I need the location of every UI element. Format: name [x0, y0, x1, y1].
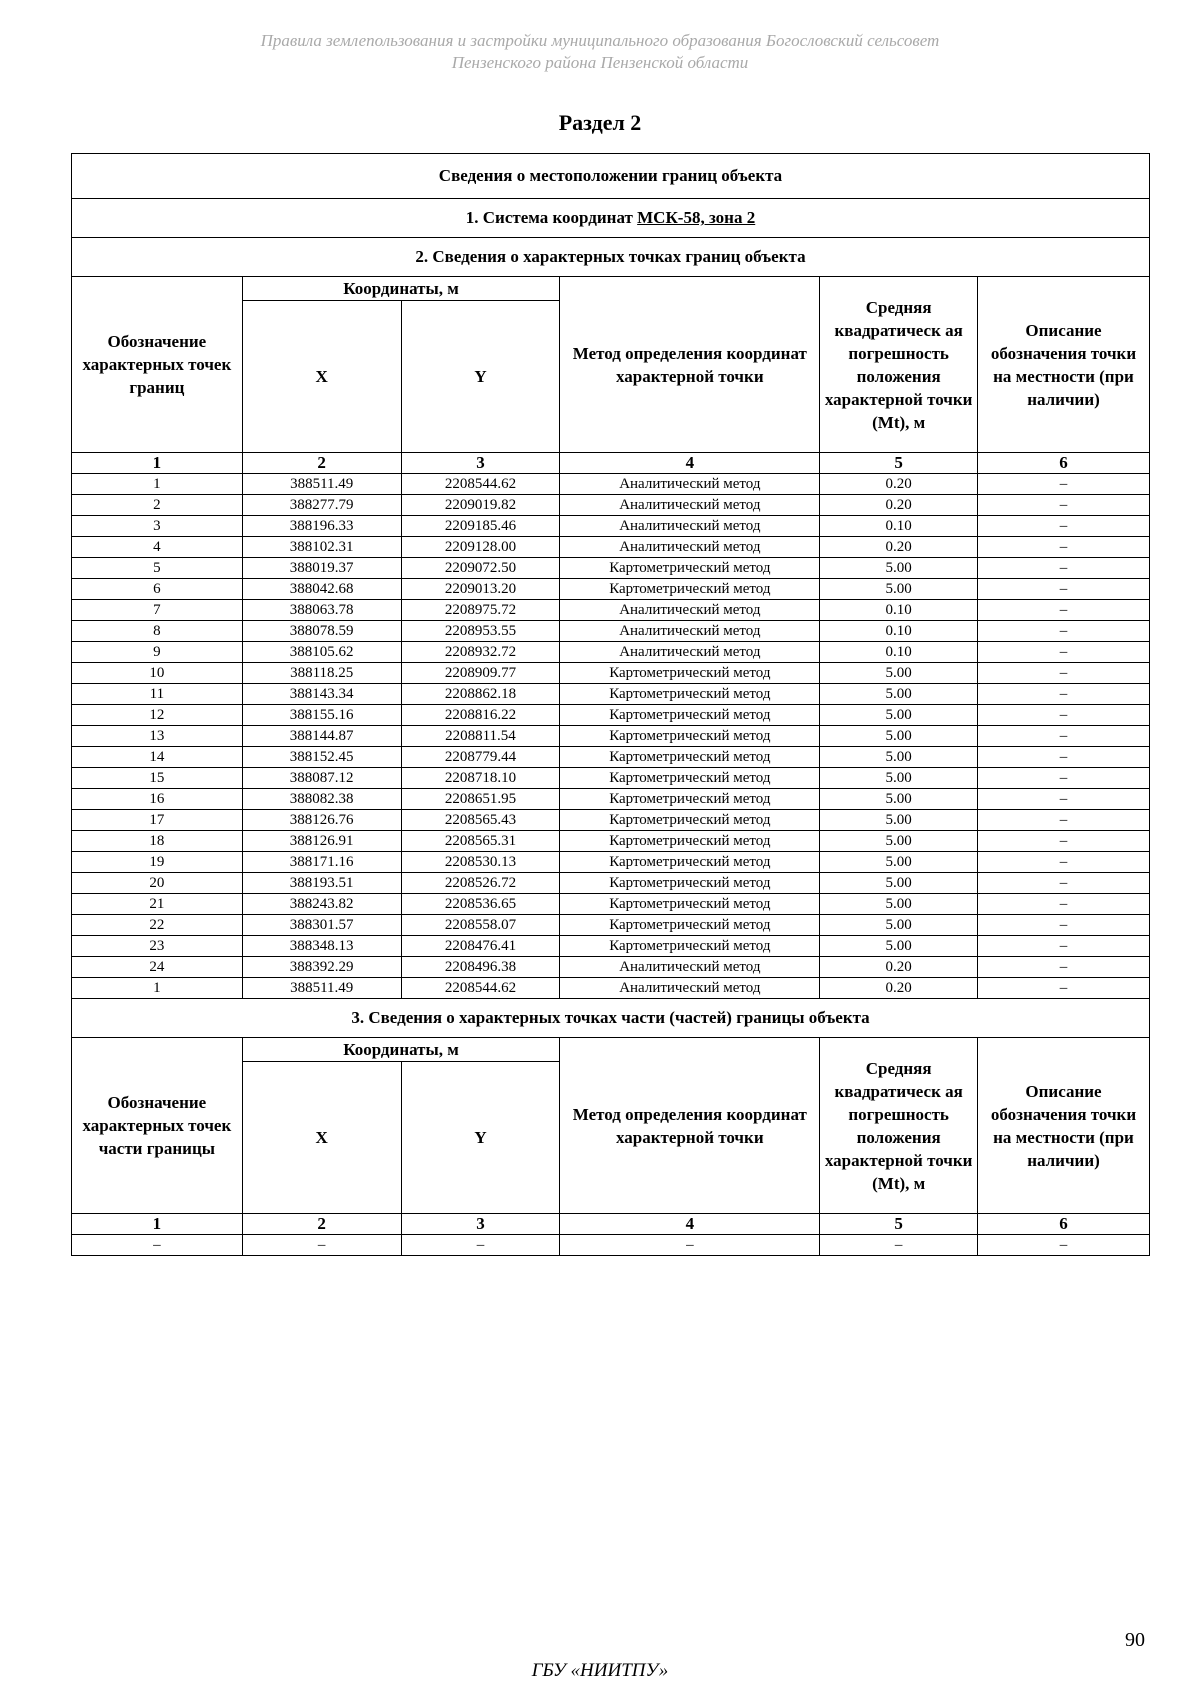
- accuracy-cell: 5.00: [820, 726, 978, 747]
- method-cell: –: [560, 1235, 820, 1256]
- table-title: Сведения о местоположении границ объекта: [72, 154, 1150, 199]
- method-cell: Аналитический метод: [560, 621, 820, 642]
- y-coord-cell: 2208932.72: [401, 642, 560, 663]
- table-row: [72, 705, 1150, 726]
- method-cell: Картометрический метод: [560, 852, 820, 873]
- boundary-table-body: [72, 154, 1150, 1256]
- method-cell: Картометрический метод: [560, 768, 820, 789]
- column-number: 6: [978, 453, 1150, 474]
- point-id-cell: 13: [72, 726, 243, 747]
- column-number: 3: [401, 1214, 560, 1235]
- description-cell: –: [978, 957, 1150, 978]
- accuracy-cell: 0.10: [820, 516, 978, 537]
- y-coord-cell: 2209019.82: [401, 495, 560, 516]
- table-row: [72, 600, 1150, 621]
- description-cell: –: [978, 747, 1150, 768]
- table-row: [72, 684, 1150, 705]
- x-coord-cell: 388019.37: [242, 558, 401, 579]
- method-cell: Картометрический метод: [560, 789, 820, 810]
- table-row: [72, 936, 1150, 957]
- part3-header-y: Y: [401, 1062, 560, 1214]
- x-coord-cell: 388511.49: [242, 474, 401, 495]
- method-cell: Картометрический метод: [560, 873, 820, 894]
- x-coord-cell: 388143.34: [242, 684, 401, 705]
- coord-system-row: [72, 199, 1150, 238]
- y-coord-cell: 2208651.95: [401, 789, 560, 810]
- y-coord-cell: 2209013.20: [401, 579, 560, 600]
- column-number: 2: [242, 1214, 401, 1235]
- y-coord-cell: 2208811.54: [401, 726, 560, 747]
- x-coord-cell: 388105.62: [242, 642, 401, 663]
- point-id-cell: –: [72, 1235, 243, 1256]
- description-cell: –: [978, 537, 1150, 558]
- y-coord-cell: 2208536.65: [401, 894, 560, 915]
- table-row: [72, 747, 1150, 768]
- x-coord-cell: 388196.33: [242, 516, 401, 537]
- description-cell: –: [978, 1235, 1150, 1256]
- point-id-cell: 16: [72, 789, 243, 810]
- y-coord-cell: 2209072.50: [401, 558, 560, 579]
- method-cell: Картометрический метод: [560, 726, 820, 747]
- column-number: 5: [820, 453, 978, 474]
- x-coord-cell: 388152.45: [242, 747, 401, 768]
- part3-header-description: Описание обозначения точки на местности (при наличии): [978, 1038, 1150, 1214]
- y-coord-cell: –: [401, 1235, 560, 1256]
- method-cell: Картометрический метод: [560, 579, 820, 600]
- column-number: 5: [820, 1214, 978, 1235]
- header-description: Описание обозначения точки на местности (при наличии): [978, 277, 1150, 453]
- method-cell: Аналитический метод: [560, 537, 820, 558]
- x-coord-cell: 388126.76: [242, 810, 401, 831]
- method-cell: Аналитический метод: [560, 978, 820, 999]
- accuracy-cell: 5.00: [820, 705, 978, 726]
- method-cell: Картометрический метод: [560, 747, 820, 768]
- y-coord-cell: 2208544.62: [401, 474, 560, 495]
- y-coord-cell: 2209185.46: [401, 516, 560, 537]
- part3-header-point: Обозначение характерных точек части границы: [72, 1038, 243, 1214]
- x-coord-cell: 388144.87: [242, 726, 401, 747]
- footer-org: ГБУ «НИИТПУ»: [531, 1660, 669, 1681]
- column-number: 6: [978, 1214, 1150, 1235]
- description-cell: –: [978, 831, 1150, 852]
- y-coord-cell: 2208953.55: [401, 621, 560, 642]
- header-line-2: Пензенского района Пензенской области: [451, 53, 749, 72]
- x-coord-cell: 388277.79: [242, 495, 401, 516]
- method-cell: Картометрический метод: [560, 663, 820, 684]
- method-cell: Картометрический метод: [560, 810, 820, 831]
- point-id-cell: 15: [72, 768, 243, 789]
- method-cell: Аналитический метод: [560, 957, 820, 978]
- x-coord-cell: 388042.68: [242, 579, 401, 600]
- column-number: 1: [72, 453, 243, 474]
- x-coord-cell: 388243.82: [242, 894, 401, 915]
- point-id-cell: 8: [72, 621, 243, 642]
- column-number: 2: [242, 453, 401, 474]
- point-id-cell: 5: [72, 558, 243, 579]
- table-row: [72, 663, 1150, 684]
- description-cell: –: [978, 579, 1150, 600]
- point-id-cell: 23: [72, 936, 243, 957]
- part2-title: 2. Сведения о характерных точках границ объекта: [72, 238, 1150, 277]
- description-cell: –: [978, 768, 1150, 789]
- description-cell: –: [978, 978, 1150, 999]
- point-id-cell: 10: [72, 663, 243, 684]
- table-row: [72, 915, 1150, 936]
- point-id-cell: 3: [72, 516, 243, 537]
- point-id-cell: 1: [72, 978, 243, 999]
- x-coord-cell: 388118.25: [242, 663, 401, 684]
- point-id-cell: 14: [72, 747, 243, 768]
- x-coord-cell: 388171.16: [242, 852, 401, 873]
- x-coord-cell: 388392.29: [242, 957, 401, 978]
- point-id-cell: 7: [72, 600, 243, 621]
- y-coord-cell: 2208718.10: [401, 768, 560, 789]
- point-id-cell: 12: [72, 705, 243, 726]
- accuracy-cell: 5.00: [820, 558, 978, 579]
- point-id-cell: 22: [72, 915, 243, 936]
- x-coord-cell: 388155.16: [242, 705, 401, 726]
- x-coord-cell: 388511.49: [242, 978, 401, 999]
- method-cell: Картометрический метод: [560, 936, 820, 957]
- accuracy-cell: 5.00: [820, 894, 978, 915]
- accuracy-cell: 0.10: [820, 600, 978, 621]
- y-coord-cell: 2208975.72: [401, 600, 560, 621]
- part3-column-number-row: [72, 1214, 1150, 1235]
- table-row: [72, 516, 1150, 537]
- accuracy-cell: 5.00: [820, 663, 978, 684]
- part3-header-x: X: [242, 1062, 401, 1214]
- description-cell: –: [978, 810, 1150, 831]
- method-cell: Картометрический метод: [560, 894, 820, 915]
- header-point: Обозначение характерных точек границ: [72, 277, 243, 453]
- x-coord-cell: 388102.31: [242, 537, 401, 558]
- header-y: Y: [401, 301, 560, 453]
- method-cell: Аналитический метод: [560, 516, 820, 537]
- method-cell: Аналитический метод: [560, 474, 820, 495]
- part3-header-coordinates: Координаты, м: [242, 1038, 560, 1062]
- x-coord-cell: 388301.57: [242, 915, 401, 936]
- table-row: [72, 558, 1150, 579]
- description-cell: –: [978, 915, 1150, 936]
- description-cell: –: [978, 873, 1150, 894]
- description-cell: –: [978, 936, 1150, 957]
- part3-title: 3. Сведения о характерных точках части (частей) границы объекта: [72, 999, 1150, 1038]
- accuracy-cell: 5.00: [820, 831, 978, 852]
- accuracy-cell: 5.00: [820, 936, 978, 957]
- accuracy-cell: 5.00: [820, 747, 978, 768]
- table-row: [72, 810, 1150, 831]
- x-coord-cell: 388348.13: [242, 936, 401, 957]
- point-id-cell: 9: [72, 642, 243, 663]
- coord-system-value: МСК-58, зона 2: [637, 208, 756, 227]
- point-id-cell: 4: [72, 537, 243, 558]
- y-coord-cell: 2208496.38: [401, 957, 560, 978]
- x-coord-cell: –: [242, 1235, 401, 1256]
- point-id-cell: 6: [72, 579, 243, 600]
- y-coord-cell: 2208565.31: [401, 831, 560, 852]
- point-id-cell: 2: [72, 495, 243, 516]
- method-cell: Картометрический метод: [560, 684, 820, 705]
- method-cell: Аналитический метод: [560, 495, 820, 516]
- column-number-row: [72, 453, 1150, 474]
- column-number: 4: [560, 1214, 820, 1235]
- description-cell: –: [978, 663, 1150, 684]
- description-cell: –: [978, 558, 1150, 579]
- part3-header-accuracy: Средняя квадратическ ая погрешность положения характерной точки (Mt), м: [820, 1038, 978, 1214]
- header-method: Метод определения координат характерной точки: [560, 277, 820, 453]
- description-cell: –: [978, 495, 1150, 516]
- table-row: [72, 726, 1150, 747]
- accuracy-cell: 0.10: [820, 621, 978, 642]
- header-coordinates: Координаты, м: [242, 277, 560, 301]
- point-id-cell: 19: [72, 852, 243, 873]
- point-id-cell: 20: [72, 873, 243, 894]
- boundary-table: [71, 153, 1150, 1256]
- description-cell: –: [978, 474, 1150, 495]
- table-row: [72, 642, 1150, 663]
- description-cell: –: [978, 894, 1150, 915]
- table-row: [72, 537, 1150, 558]
- accuracy-cell: 5.00: [820, 684, 978, 705]
- accuracy-cell: 0.20: [820, 474, 978, 495]
- accuracy-cell: 5.00: [820, 852, 978, 873]
- part3-header-method: Метод определения координат характерной точки: [560, 1038, 820, 1214]
- method-cell: Аналитический метод: [560, 642, 820, 663]
- table-row: [72, 894, 1150, 915]
- method-cell: Картометрический метод: [560, 558, 820, 579]
- accuracy-cell: 5.00: [820, 789, 978, 810]
- table-row: [72, 978, 1150, 999]
- column-number: 1: [72, 1214, 243, 1235]
- accuracy-cell: 5.00: [820, 768, 978, 789]
- y-coord-cell: 2208565.43: [401, 810, 560, 831]
- header-line-1: Правила землепользования и застройки муниципального образования Богословский сельсовет: [260, 31, 940, 50]
- description-cell: –: [978, 684, 1150, 705]
- description-cell: –: [978, 705, 1150, 726]
- description-cell: –: [978, 726, 1150, 747]
- y-coord-cell: 2208530.13: [401, 852, 560, 873]
- column-number: 3: [401, 453, 560, 474]
- table-row: [72, 852, 1150, 873]
- accuracy-cell: 0.20: [820, 537, 978, 558]
- y-coord-cell: 2208476.41: [401, 936, 560, 957]
- x-coord-cell: 388087.12: [242, 768, 401, 789]
- table-row: [72, 831, 1150, 852]
- y-coord-cell: 2208544.62: [401, 978, 560, 999]
- document-header: [0, 30, 1200, 74]
- description-cell: –: [978, 600, 1150, 621]
- point-id-cell: 1: [72, 474, 243, 495]
- x-coord-cell: 388126.91: [242, 831, 401, 852]
- description-cell: –: [978, 852, 1150, 873]
- table-row: [72, 474, 1150, 495]
- coord-system-label: 1. Система координат: [465, 208, 638, 227]
- accuracy-cell: 0.20: [820, 495, 978, 516]
- y-coord-cell: 2208909.77: [401, 663, 560, 684]
- table-row: [72, 621, 1150, 642]
- accuracy-cell: 5.00: [820, 915, 978, 936]
- header-accuracy: Средняя квадратическ ая погрешность положения характерной точки (Mt), м: [820, 277, 978, 453]
- y-coord-cell: 2208558.07: [401, 915, 560, 936]
- column-number: 4: [560, 453, 820, 474]
- point-id-cell: 24: [72, 957, 243, 978]
- table-row: [72, 579, 1150, 600]
- description-cell: –: [978, 516, 1150, 537]
- table-row: [72, 768, 1150, 789]
- accuracy-cell: 0.10: [820, 642, 978, 663]
- x-coord-cell: 388193.51: [242, 873, 401, 894]
- table-row: [72, 873, 1150, 894]
- section-title: Раздел 2: [558, 110, 642, 135]
- y-coord-cell: 2208526.72: [401, 873, 560, 894]
- y-coord-cell: 2208779.44: [401, 747, 560, 768]
- x-coord-cell: 388063.78: [242, 600, 401, 621]
- accuracy-cell: 5.00: [820, 810, 978, 831]
- accuracy-cell: –: [820, 1235, 978, 1256]
- accuracy-cell: 0.20: [820, 978, 978, 999]
- accuracy-cell: 5.00: [820, 873, 978, 894]
- point-id-cell: 17: [72, 810, 243, 831]
- description-cell: –: [978, 642, 1150, 663]
- table-row: [72, 789, 1150, 810]
- accuracy-cell: 0.20: [820, 957, 978, 978]
- point-id-cell: 11: [72, 684, 243, 705]
- table-row: [72, 957, 1150, 978]
- method-cell: Аналитический метод: [560, 600, 820, 621]
- table-row: [72, 495, 1150, 516]
- header-x: X: [242, 301, 401, 453]
- accuracy-cell: 5.00: [820, 579, 978, 600]
- point-id-cell: 21: [72, 894, 243, 915]
- description-cell: –: [978, 789, 1150, 810]
- x-coord-cell: 388078.59: [242, 621, 401, 642]
- y-coord-cell: 2208862.18: [401, 684, 560, 705]
- y-coord-cell: 2209128.00: [401, 537, 560, 558]
- point-id-cell: 18: [72, 831, 243, 852]
- method-cell: Картометрический метод: [560, 705, 820, 726]
- part3-table-row: [72, 1235, 1150, 1256]
- method-cell: Картометрический метод: [560, 831, 820, 852]
- page-number: 90: [1125, 1629, 1145, 1651]
- description-cell: –: [978, 621, 1150, 642]
- x-coord-cell: 388082.38: [242, 789, 401, 810]
- method-cell: Картометрический метод: [560, 915, 820, 936]
- y-coord-cell: 2208816.22: [401, 705, 560, 726]
